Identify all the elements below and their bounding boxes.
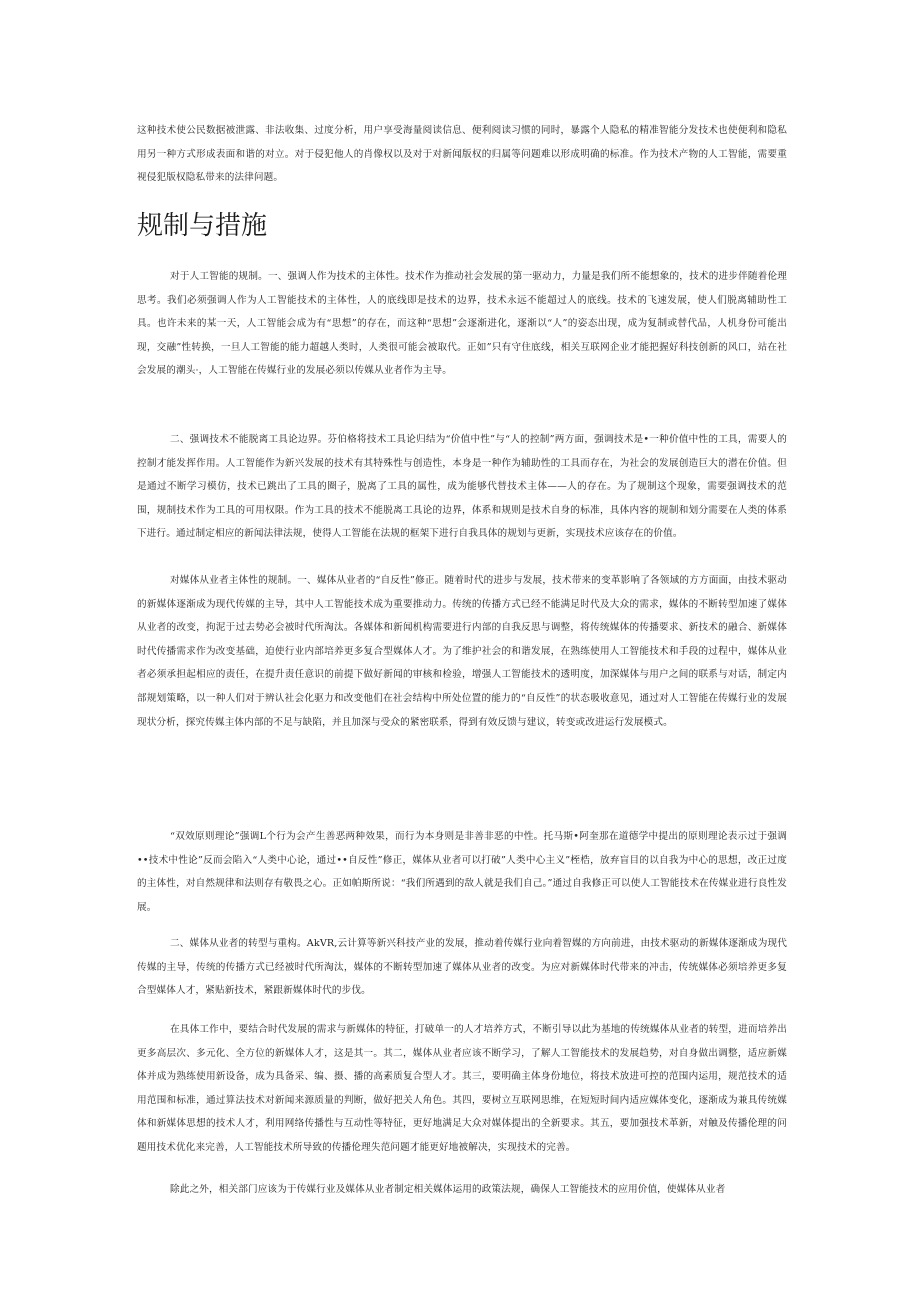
paragraph-transformation: 二、媒体从业者的转型与重构。AkVR,云计算等新兴科技产业的发展，推动着传媒行业向着智媒的方向前进，由技术驱动的新媒体逐渐成为现代传媒的主导，传统的传播方式已经被时代所淘汰，媒体的不断转型加速了媒体从业者的改变。为应对新媒体时代带来的冲击，传统媒体必须培养更多复合型媒体人才，紧贴新技术，紧跟新媒体时代的步伐。 (137, 938, 787, 997)
section-heading: 规制与措施 (137, 211, 268, 241)
paragraph-specific-work: 在具体工作中，要结合时代发展的需求与新媒体的特征，打破单一的人才培养方式，不断引导以此为基地的传统媒体从业者的转型，进而培养出更多高层次、多元化、全方位的新媒体人才，这是其一。其二，媒体从业者应该不断学习，了解人工智能技术的发展趋势，对自身做出调整，适应新媒体并成为熟练使用新设备，成为具备采、编、摄、播的高素质复合型人才。其三，要明确主体身份地位，将技术放进可控的范围内运用，规范技术的适用范围和标准，通过算法技术对新闻来源质量的判断，做好把关人角色。其四，要树立互联网思维，在短短时间内适应媒体变化，逐渐成为兼具传统媒体和新媒体思想的技术人才，利用网络传播性与互动性等特征，更好地满足大众对媒体提出的全新要求。其五，要加强技术革新，对触及传播伦理的问题用技术优化来完善，人工智能技术所导致的传播伦理失范问题才能更好地被解决，实现技术的完善。 (137, 1024, 787, 1153)
paragraph-reflexivity: 对媒体从业者主体性的规制。一、媒体从业者的“自反性”修正。随着时代的进步与发展，技术带来的变革影响了各领域的方方面面，由技术驱动的新媒体逐渐成为现代传媒的主导，其中人工智能技术成为重要推动力。传统的传播方式已经不能满足时代及大众的需求，媒体的不断转型加速了媒体从业者的改变，拘泥于过去势必会被时代所淘汰。各媒体和新闻机构需要进行内部的自我反思与调整，将传统媒体的传播要求、新技术的融合、新媒体时代传播需求作为改变基础，迫使行业内部培养更多复合型媒体人才。为了维护社会的和谐发展，在熟练使用人工智能技术和手段的过程中，媒体从业者必须承担起相应的责任，在提升责任意识的前提下做好新闻的审核和检验，增强人工智能技术的透明度，加深媒体与用户之间的联系与对话，制定内部规划策略，以一种人们对于辨认社会化驱力和改变他们在社会结构中所处位置的能力的“自反性”的状态吸收意见，通过对人工智能在传媒行业的发展现状分析，探究传媒主体内部的不足与缺陷，并且加深与受众的紧密联系，得到有效反馈与建议，转变或改进运行发展模式。 (137, 575, 787, 728)
paragraph-human-subjectivity: 对于人工智能的规制。一、强调人作为技术的主体性。技术作为推动社会发展的第一驱动力，力量是我们所不能想象的，技术的进步伴随着伦理思考。我们必须强调人作为人工智能技术的主体性，人的底线即是技术的边界，技术永远不能超过人的底线。技术的飞速发展，使人们脱离辅助性工具。也许未来的某一天，人工智能会成为有“思想”的存在，而这种“思想”会逐渐进化，逐渐以“人”的姿态出现，成为复制或替代品，人机身份可能出现，交融”性转换，一旦人工智能的能力超越人类时，人类很可能会被取代。正如”只有守住底线，相关互联网企业才能把握好科技创新的风口，站在社会发展的潮头·，人工智能在传媒行业的发展必须以传媒从业者作为主导。 (137, 271, 787, 377)
paragraph-double-effect: “双效原则理论”强调L个行为会产生善恶两种效果，而行为本身则是非善非恶的中性。托马斯•阿奎那在道德学中提出的原则理论表示过于强调••技术中性论”反而会陷入“人类中心论，通过••自反性”修正，媒体从业者可以打破”人类中心主义”桎梏，放弃盲目的以自我为中心的思想，改正过度的主体性，对自然规律和法则存有敬畏之心。正如帕斯所说：“我们所遇到的敌人就是我们自己。”通过自我修正可以使人工智能技术在传媒业进行良性发展。 (137, 831, 787, 913)
paragraph-privacy: 这种技术使公民数据被泄露、非法收集、过度分析，用户享受海量阅读信息、便利阅读习惯的同时，暴露个人隐私的精准智能分发技术也使便利和隐私用另一种方式形成表面和谐的对立。对于侵犯他人的肖像权以及对于对新闻版权的归属等问题难以形成明确的标准。作为技术产物的人工智能，需要重视侵犯版权隐私带来的法律问题。 (137, 125, 787, 184)
paragraph-tool-boundary: 二、强调技术不能脱离工具论边界。芬伯格将技术工具论归结为“价值中性”与“人的控制”两方面，强调技术是•一种价值中性的工具，需要人的控制才能发挥作用。人工智能作为新兴发展的技术有其特殊性与创造性，本身是一种作为辅助性的工具而存在，为社会的发展创造巨大的潜在价值。但是通过不断学习模仿，技术已跳出了工具的圈子，脱离了工具的属性，成为能够代替技术主体——人的存在。为了规制这个现象，需要强调技术的范围，规制技术作为工具的可用权限。作为工具的技术不能脱离工具论的边界，体系和规则是技术自身的标准，具体内容的规制和划分需要在人类的体系下进行。通过制定相应的新闻法律法规，使得人工智能在法规的框架下进行自我具体的规划与更新，实现技术应该存在的价值。 (137, 434, 787, 540)
paragraph-policy: 除此之外，相关部门应该为于传媒行业及媒体从业者制定相关媒体运用的政策法规，确保人工智能技术的应用价值，使媒体从业者 (170, 1184, 726, 1195)
